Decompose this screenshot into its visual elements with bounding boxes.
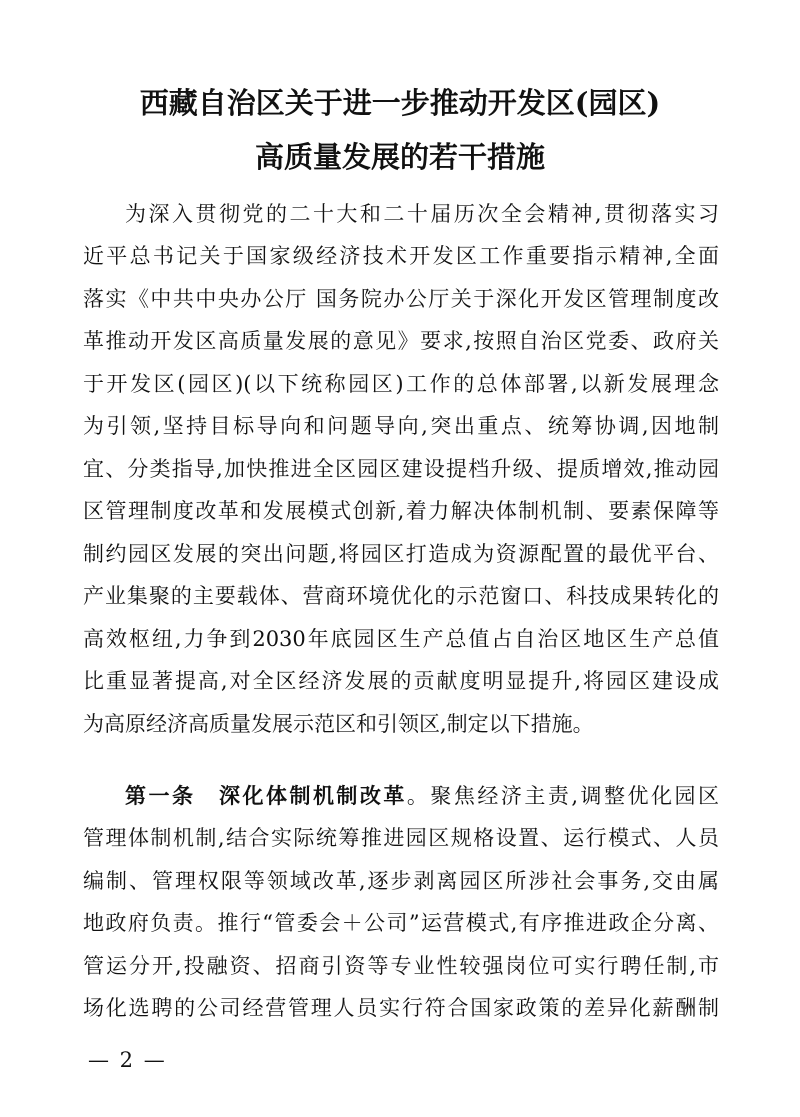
document-title-line-2: 高质量发展的若干措施 bbox=[254, 140, 545, 174]
document-title-line-1: 西藏自治区关于进一步推动开发区(园区) bbox=[139, 86, 661, 120]
paragraph-1-line: 落实《中共中央办公厅 国务院办公厅关于深化开发区管理制度改 bbox=[83, 287, 719, 311]
paragraph-1-line: 高效枢纽,力争到2030年底园区生产总值占自治区地区生产总值 bbox=[83, 627, 719, 651]
paragraph-1-line: 为引领,坚持目标导向和问题导向,突出重点、统筹协调,因地制 bbox=[83, 414, 719, 438]
paragraph-1-line: 产业集聚的主要载体、营商环境优化的示范窗口、科技成果转化的 bbox=[83, 584, 719, 608]
paragraph-1-line: 为高原经济高质量发展示范区和引领区,制定以下措施。 bbox=[83, 712, 594, 736]
paragraph-1-line: 革推动开发区高质量发展的意见》要求,按照自治区党委、政府关 bbox=[83, 329, 719, 353]
article-1-line: 地政府负责。推行“管委会＋公司”运营模式,有序推进政企分离、 bbox=[83, 911, 719, 935]
article-1-line: 管理体制机制,结合实际统筹推进园区规格设置、运行模式、人员 bbox=[83, 826, 719, 850]
paragraph-1-line: 比重显著提高,对全区经济发展的贡献度明显提升,将园区建设成 bbox=[83, 669, 719, 693]
article-1-first-line-text: 。聚焦经济主责,调整优化园区 bbox=[406, 784, 719, 808]
paragraph-1-line: 宜、分类指导,加快推进全区园区建设提档升级、提质增效,推动园 bbox=[83, 457, 719, 481]
paragraph-1-line: 制约园区发展的突出问题,将园区打造成为资源配置的最优平台、 bbox=[83, 542, 719, 566]
page-number: — 2 — bbox=[88, 1048, 167, 1072]
article-1-first-line bbox=[125, 781, 719, 811]
article-1-line: 场化选聘的公司经营管理人员实行符合国家政策的差异化薪酬制 bbox=[83, 996, 719, 1020]
article-1-heading: 第一条 深化体制机制改革 bbox=[125, 783, 407, 808]
article-1-line: 编制、管理权限等领域改革,逐步剥离园区所涉社会事务,交由属 bbox=[83, 869, 719, 893]
paragraph-1-line: 近平总书记关于国家级经济技术开发区工作重要指示精神,全面 bbox=[83, 244, 719, 268]
paragraph-1-line: 于开发区(园区)(以下统称园区)工作的总体部署,以新发展理念 bbox=[83, 372, 719, 396]
paragraph-1-line: 为深入贯彻党的二十大和二十届历次全会精神,贯彻落实习 bbox=[125, 202, 719, 226]
paragraph-1-line: 区管理制度改革和发展模式创新,着力解决体制机制、要素保障等 bbox=[83, 499, 719, 523]
article-1-line: 管运分开,投融资、招商引资等专业性较强岗位可实行聘任制,市 bbox=[83, 954, 719, 978]
